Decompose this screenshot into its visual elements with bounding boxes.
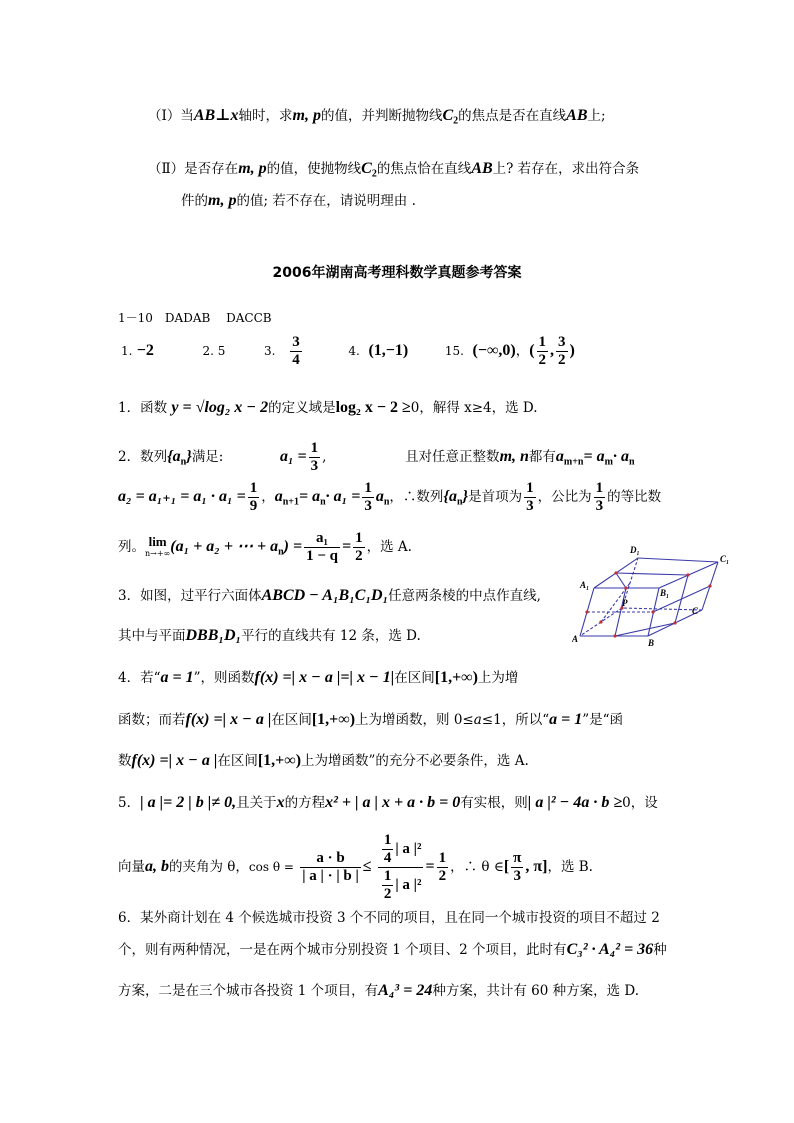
label-b: B: [648, 638, 655, 648]
solution-4-line1: 4．若“a = 1”，则函数f(x) =| x − a |=| x − 1|在区间[1,+∞)上为增: [118, 669, 519, 686]
midpoint-dot: [613, 634, 616, 637]
q-part1: （Ⅰ）当AB⊥x轴时，求m, p的值，并判断抛物线$C_2$的焦点是否在直线AB上;: [148, 107, 606, 127]
midpoint-dot: [673, 621, 676, 624]
midpoint-dot: [614, 571, 617, 574]
midpoint-dot: [708, 584, 711, 587]
answers-row2: 1. −2 2. 5 3. $\frac{3}{4}$ 4. (1,−1) 15. (−∞,0)，( $\frac{1}{2}$ , $\frac{3}{2}$ ): [121, 334, 575, 368]
solution-2-line2: a₂ = a₁₊₁ = a₁ · a₁ = $\frac{1}{9}$ ，$a_{n+1}= a_n\cdot a_1$ = $\frac{1}{3}$ $a_n$，∴数列$\{a_n\}$是首项为 $\frac{1}{3}$ ，公比为 $\frac{1}{3}$ 的等比数: [118, 480, 662, 514]
q-part2-line1: （Ⅱ）是否存在m, p的值，使抛物线$C_2$的焦点恰在直线AB上? 若存在，求出符合条: [148, 160, 640, 180]
solution-4-line2: 函数；而若f(x) =| x − a |在区间[1,+∞)上为增函数，则 0≤a≤1，所以“a = 1”是“函: [118, 711, 624, 728]
solution-6-line1: 6．某外商计划在 4 个候选城市投资 3 个不同的项目，且在同一个城市投资的项目不超过 2: [118, 910, 660, 926]
solution-2-line3: 列。 lim n→+∞ (a₁ + a₂ + ⋯ + $a_n$) = $\frac{\text{a₁}}{1 - q}$ = $\frac{1}{2}$ ，选 A.: [118, 530, 412, 564]
q-part2-line2: 件的m, p的值; 若不存在，请说明理由 .: [181, 192, 416, 209]
cos-fraction: $\frac{a \cdot b}{| a | \cdot | b |}$: [302, 850, 359, 884]
label-a: A: [572, 634, 579, 644]
midpoint-dot: [686, 573, 689, 576]
label-p: P: [622, 598, 628, 608]
edge-c1d1: [638, 558, 718, 562]
bound-fraction: $\frac{1}{4}$ | a |² $\frac{1}{2}$ | a |²: [378, 832, 424, 903]
solution-5-line2: 向量a, b的夹角为 θ，cos θ = $\frac{a \cdot b}{| a | \cdot | b |}$ ≤ $\frac{1}{4}$ | a |² $\frac{1}{2}$ | a |² = $\frac{1}{2}$ ，∴ θ ∈[ $\frac{\pi}{3}$ , π]，选 B.: [118, 832, 593, 902]
parallelepiped-figure: [572, 544, 732, 648]
midpoint-dot: [651, 610, 654, 613]
solution-4-line3: 数f(x) =| x − a |在区间[1,+∞)上为增函数”的充分不必要条件，选 A.: [118, 752, 529, 769]
solution-1: 1．函数 y = √log₂ x − 2的定义域是log₂ x − 2 ≥0，解得 x≥4，选 D.: [118, 399, 538, 416]
answer3-fraction: $\frac{3}{4}$: [292, 334, 300, 368]
solution-2-line1: 2．数列$\{a_n\}$满足: a₁ = $\frac{1}{3}$ , 且对任意正整数m, n都有$a_{m+n}= a_m\cdot a_n$: [118, 440, 635, 474]
label-c1: C₁: [720, 554, 730, 564]
solution-3-line1: 3．如图，过平行六面体ABCD − A₁B₁C₁D₁任意两条棱的中点作直线,: [118, 587, 541, 604]
label-b1: B₁: [660, 588, 670, 598]
solution-3-line2: 其中与平面DBB₁D₁平行的直线共有 12 条，选 D.: [118, 627, 421, 644]
solution-6-line2: 个，则有两种情况，一是在两个城市分别投资 1 个项目、2 个项目，此时有C₃² · A₄² = 36种: [118, 941, 667, 958]
label-a1: A₁: [580, 580, 590, 590]
label-d1: D₁: [630, 545, 640, 555]
answers-row1: 1－10 DADAB DACCB: [118, 311, 272, 325]
solution-6-line3: 方案，二是在三个城市各投资 1 个项目，有A₄³ = 24种方案，共计有 60 种方案，选 D.: [118, 982, 640, 999]
label-c: C: [692, 606, 699, 616]
midpoint-dot: [585, 610, 588, 613]
midpoint-dot: [624, 586, 627, 589]
page-title: 2006年湖南高考理科数学真题参考答案: [272, 265, 522, 281]
solution-5-line1: 5．| a |= 2 | b |≠ 0,且关于x的方程x² + | a | x + a · b = 0有实根，则| a |² − 4a · b ≥0，设: [118, 794, 658, 811]
midpoint-dot: [599, 620, 602, 623]
